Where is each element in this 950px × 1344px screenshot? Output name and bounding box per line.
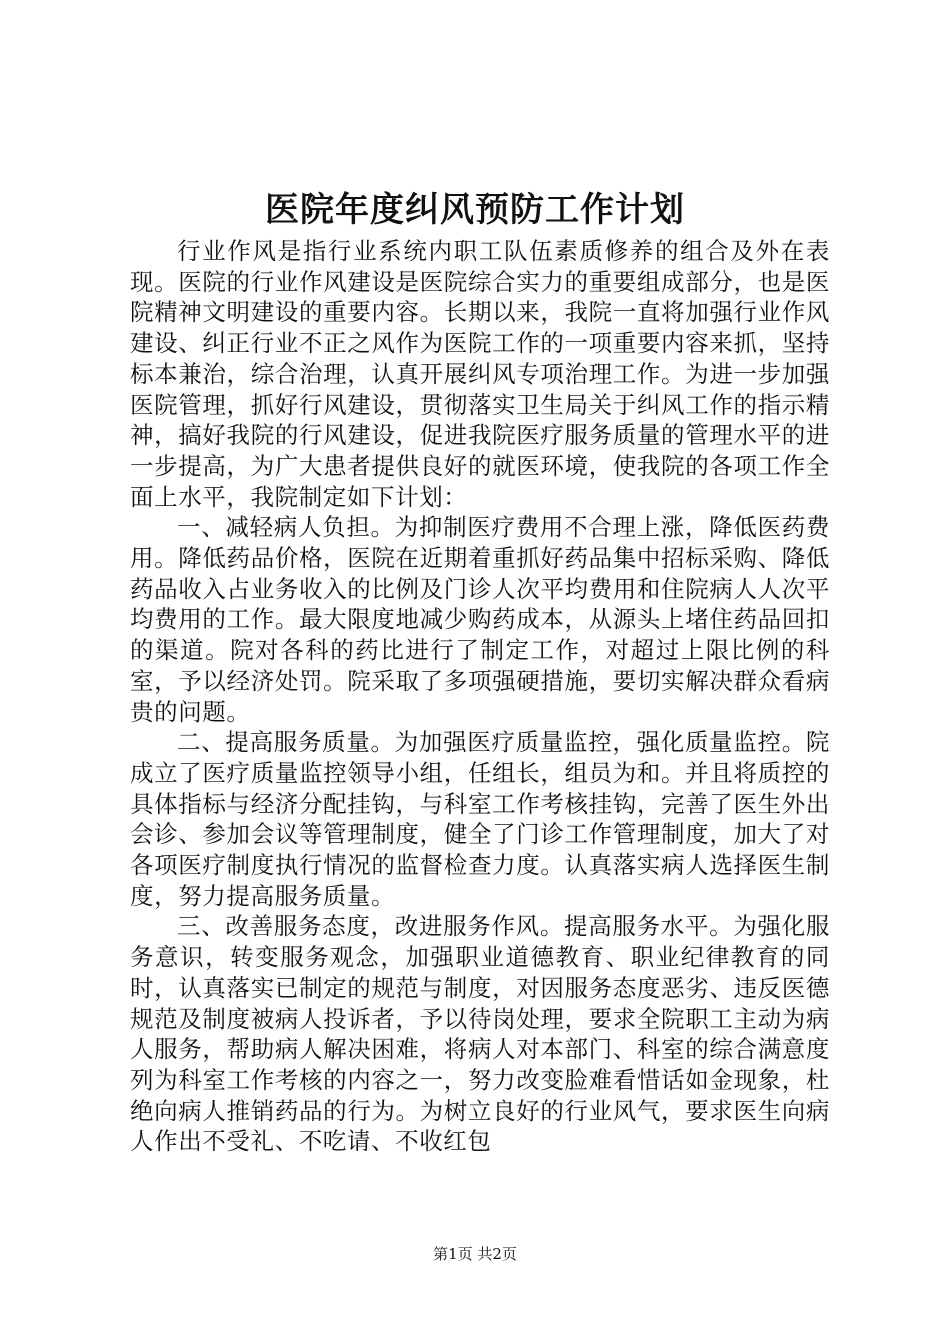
paragraph-service-quality: 二、提高服务质量。为加强医疗质量监控，强化质量监控。院成立了医疗质量监控领导小组，任组长，组员为和。并且将质控的具体指标与经济分配挂钩，与科室工作考核挂钩，完善了医生外出会诊、参加会议等管理制度，健全了门诊工作管理制度，加大了对各项医疗制度执行情况的监督检查力度。认真落实病人选择医生制度，努力提高服务质量。	[130, 728, 830, 910]
page-footer: 第1页 共2页	[433, 1245, 517, 1263]
document-title: 医院年度纠风预防工作计划	[265, 190, 685, 230]
paragraph-intro: 行业作风是指行业系统内职工队伍素质修养的组合及外在表现。医院的行业作风建设是医院综合实力的重要组成部分，也是医院精神文明建设的重要内容。长期以来，我院一直将加强行业作风建设、纠正行业不正之风作为医院工作的一项重要内容来抓，坚持标本兼治，综合治理，认真开展纠风专项治理工作。为进一步加强医院管理，抓好行风建设，贯彻落实卫生局关于纠风工作的指示精神，搞好我院的行风建设，促进我院医疗服务质量的管理水平的进一步提高，为广大患者提供良好的就医环境，使我院的各项工作全面上水平，我院制定如下计划：	[130, 237, 830, 511]
document-body	[130, 236, 830, 1157]
paragraph-reduce-burden: 一、减轻病人负担。为抑制医疗费用不合理上涨，降低医药费用。降低药品价格，医院在近期着重抓好药品集中招标采购、降低药品收入占业务收入的比例及门诊人次平均费用和住院病人人次平均费用的工作。最大限度地减少购药成本，从源头上堵住药品回扣的渠道。院对各科的药比进行了制定工作，对超过上限比例的科室，予以经济处罚。院采取了多项强硬措施，要切实解决群众看病贵的问题。	[130, 513, 830, 726]
paragraph-service-attitude: 三、改善服务态度，改进服务作风。提高服务水平。为强化服务意识，转变服务观念，加强职业道德教育、职业纪律教育的同时，认真落实已制定的规范与制度，对因服务态度恶劣、违反医德规范及制度被病人投诉者，予以待岗处理，要求全院职工主动为病人服务，帮助病人解决困难，将病人对本部门、科室的综合满意度列为科室工作考核的内容之一，努力改变脸难看惜话如金现象，杜绝向病人推销药品的行为。为树立良好的行业风气，要求医生向病人作出不受礼、不吃请、不收红包	[130, 912, 830, 1156]
